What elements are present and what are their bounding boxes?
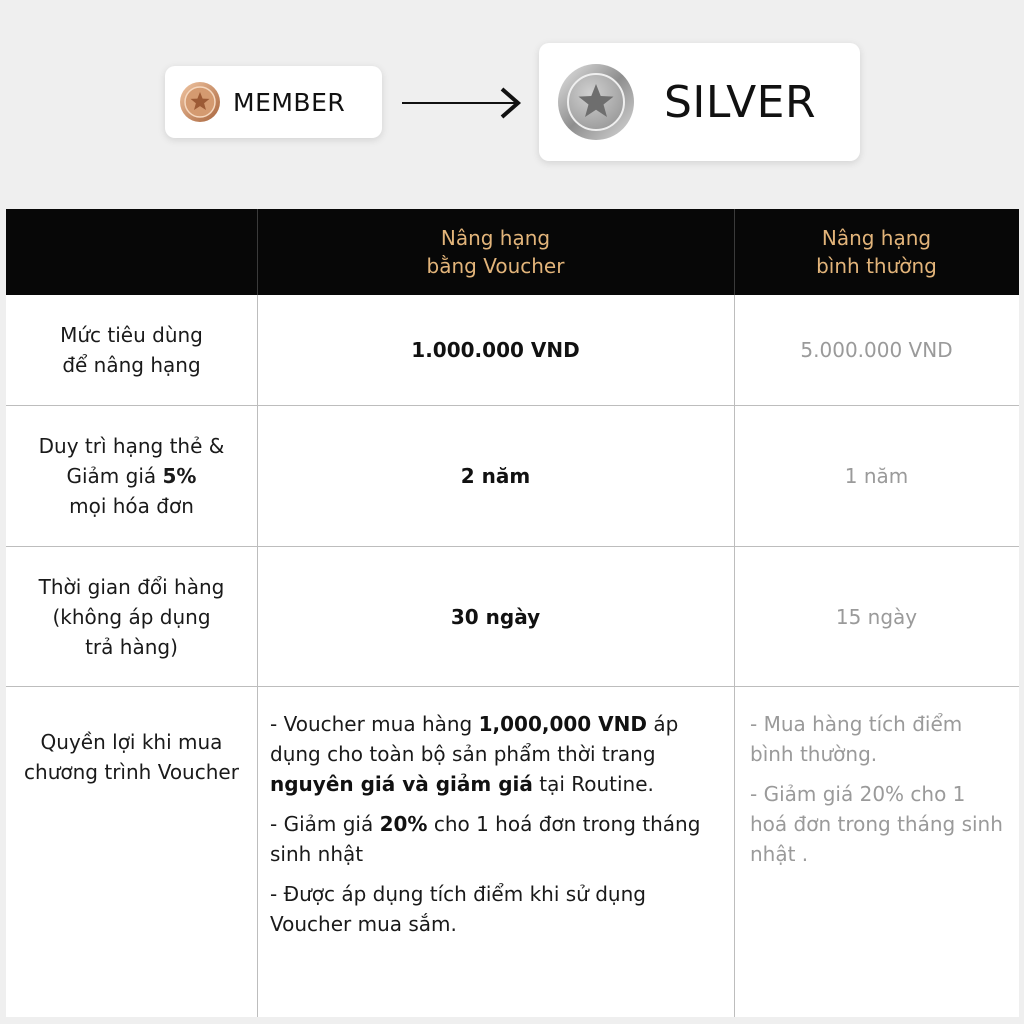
voucher-benefit-item bbox=[270, 809, 722, 869]
comparison-table bbox=[6, 209, 1019, 1017]
header-voucher-line1: Nâng hạng bbox=[440, 226, 551, 250]
row-label-line: trả hàng) bbox=[85, 634, 178, 659]
benefit-highlight: nguyên giá và giảm giá bbox=[270, 772, 533, 796]
benefit-text: cho 1 hoá đơn trong tháng sinh nhật bbox=[270, 812, 701, 866]
voucher-value: 2 năm bbox=[460, 464, 531, 488]
benefit-highlight: 20% bbox=[379, 812, 428, 836]
header-normal-upgrade bbox=[734, 209, 1019, 295]
row-label bbox=[6, 687, 257, 827]
member-tier-label: MEMBER bbox=[233, 87, 346, 117]
silver-tier-badge bbox=[539, 43, 860, 161]
benefit-text: - Giảm giá bbox=[270, 812, 380, 836]
benefit-text: áp dụng cho toàn bộ sản phẩm thời trang bbox=[270, 712, 679, 766]
header-normal-line2: bình thường bbox=[816, 254, 937, 278]
bronze-star-medal-icon bbox=[179, 81, 221, 123]
normal-value: 1 năm bbox=[844, 464, 909, 488]
voucher-benefits bbox=[257, 687, 734, 1017]
normal-value: 15 ngày bbox=[835, 604, 918, 629]
table-row-spending bbox=[6, 295, 1019, 406]
table-row-maintain bbox=[6, 406, 1019, 547]
row-label-line bbox=[39, 461, 225, 491]
row-label bbox=[6, 295, 257, 405]
row-label-line: mọi hóa đơn bbox=[69, 494, 194, 518]
benefit-highlight: 1,000,000 VND bbox=[478, 712, 647, 736]
normal-value: 5.000.000 VND bbox=[800, 338, 953, 362]
row-label-line: để nâng hạng bbox=[62, 353, 201, 377]
row-label-line: Mức tiêu dùng bbox=[60, 323, 203, 347]
table-row-exchange bbox=[6, 547, 1019, 687]
row-label-line: Duy trì hạng thẻ & bbox=[38, 434, 225, 458]
right-arrow-icon bbox=[402, 85, 524, 125]
discount-percent: 5% bbox=[162, 464, 197, 488]
normal-benefit-item: - Giảm giá 20% cho 1 hoá đơn trong tháng sinh nhật . bbox=[750, 782, 1003, 866]
tier-upgrade-header bbox=[0, 0, 1024, 190]
voucher-benefit-item bbox=[270, 709, 722, 799]
silver-tier-label: SILVER bbox=[664, 76, 817, 128]
member-tier-badge bbox=[165, 66, 382, 138]
voucher-benefit-item: - Được áp dụng tích điểm khi sử dụng Voucher mua sắm. bbox=[270, 882, 646, 936]
row-label-text: Giảm giá bbox=[66, 464, 163, 488]
header-normal-line1: Nâng hạng bbox=[821, 226, 932, 250]
row-label-line: (không áp dụng bbox=[52, 604, 211, 629]
voucher-value: 1.000.000 VND bbox=[411, 338, 580, 362]
row-label bbox=[6, 406, 257, 546]
table-row-benefits bbox=[6, 687, 1019, 1017]
row-label-line: chương trình Voucher bbox=[24, 760, 239, 784]
silver-star-medal-icon bbox=[556, 62, 636, 142]
table-header bbox=[6, 209, 1019, 295]
benefit-text: tại Routine. bbox=[532, 772, 654, 796]
header-voucher-line2: bằng Voucher bbox=[426, 254, 565, 278]
row-label-line: Thời gian đổi hàng bbox=[38, 574, 225, 599]
benefit-text: - Voucher mua hàng bbox=[270, 712, 479, 736]
normal-benefit-item: - Mua hàng tích điểm bình thường. bbox=[750, 712, 963, 766]
header-voucher-upgrade bbox=[257, 209, 734, 295]
voucher-value: 30 ngày bbox=[450, 604, 541, 629]
row-label bbox=[6, 547, 257, 686]
normal-benefits bbox=[734, 687, 1019, 1017]
row-label-line: Quyền lợi khi mua bbox=[40, 730, 223, 754]
